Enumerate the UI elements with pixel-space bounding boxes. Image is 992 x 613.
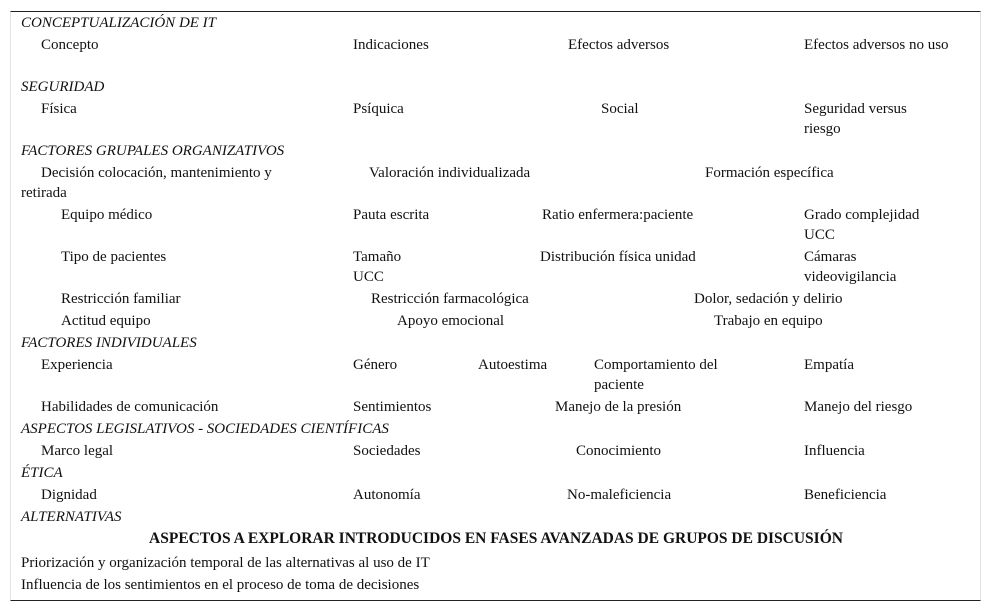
table-cell: Comportamiento del paciente	[594, 357, 718, 393]
section-title-etica: ÉTICA	[21, 465, 63, 481]
table-cell: Efectos adversos	[568, 37, 670, 53]
table-cell: Conocimiento	[576, 443, 661, 459]
table-cell: Autonomía	[353, 487, 421, 503]
table-cell: Dolor, sedación y delirio	[694, 291, 843, 307]
table-cell: Autoestima	[478, 357, 548, 373]
table-cell: Manejo del riesgo	[804, 399, 913, 415]
table-cell: Apoyo emocional	[397, 313, 505, 329]
section-title-alternativas: ALTERNATIVAS	[21, 509, 122, 525]
table-cell: Efectos adversos no uso	[804, 37, 949, 53]
list-item: Influencia de los sentimientos en el proceso de toma de decisiones	[21, 577, 420, 593]
table-cell: Actitud equipo	[61, 313, 151, 329]
table-cell: Valoración individualizada	[369, 165, 531, 181]
table-cell: retirada	[21, 185, 67, 201]
table-cell: Concepto	[41, 37, 99, 53]
table-cell: Pauta escrita	[353, 207, 430, 223]
table-cell: Equipo médico	[61, 207, 153, 223]
table-cell: Grado complejidad UCC	[804, 207, 920, 243]
table-cell: Empatía	[804, 357, 854, 373]
list-item: Priorización y organización temporal de las alternativas al uso de IT	[21, 555, 430, 571]
table-cell: Cámaras videovigilancia	[804, 249, 897, 285]
advanced-phases-header: ASPECTOS A EXPLORAR INTRODUCIDOS EN FASES AVANZADAS DE GRUPOS DE DISCUSIÓN	[149, 530, 843, 547]
section-title-factores-individuales: FACTORES INDIVIDUALES	[21, 335, 197, 351]
table-cell: Trabajo en equipo	[714, 313, 823, 329]
section-title-conceptualizacion: CONCEPTUALIZACIÓN DE IT	[21, 15, 217, 31]
table-cell: Género	[353, 357, 398, 373]
table-cell: Física	[41, 101, 77, 117]
table-cell: Psíquica	[353, 101, 404, 117]
table-cell: Formación específica	[705, 165, 834, 181]
table-cell: No-maleficiencia	[567, 487, 672, 503]
table-cell: Tipo de pacientes	[61, 249, 167, 265]
table-cell: Ratio enfermera:paciente	[542, 207, 694, 223]
table-cell: Tamaño UCC	[353, 249, 402, 285]
table-cell: Beneficiencia	[804, 487, 887, 503]
table-cell: Influencia	[804, 443, 865, 459]
table-cell: Sociedades	[353, 443, 421, 459]
table-cell: Experiencia	[41, 357, 113, 373]
table-cell: Decisión colocación, mantenimiento y	[41, 165, 272, 181]
table-cell: Indicaciones	[353, 37, 429, 53]
table-cell: Manejo de la presión	[555, 399, 682, 415]
section-title-factores-grupales: FACTORES GRUPALES ORGANIZATIVOS	[21, 143, 285, 159]
table-cell: Seguridad versus riesgo	[804, 101, 907, 137]
table-cell: Restricción farmacológica	[371, 291, 529, 307]
table-cell: Distribución física unidad	[540, 249, 696, 265]
table-cell: Sentimientos	[353, 399, 432, 415]
table-cell: Habilidades de comunicación	[41, 399, 219, 415]
section-title-aspectos-legislativos: ASPECTOS LEGISLATIVOS - SOCIEDADES CIENTÍFICAS	[21, 421, 389, 437]
section-title-seguridad: SEGURIDAD	[21, 79, 105, 95]
table-cell: Restricción familiar	[61, 291, 181, 307]
table-cell: Dignidad	[41, 487, 97, 503]
table-cell: Social	[601, 101, 639, 117]
table-cell: Marco legal	[41, 443, 114, 459]
